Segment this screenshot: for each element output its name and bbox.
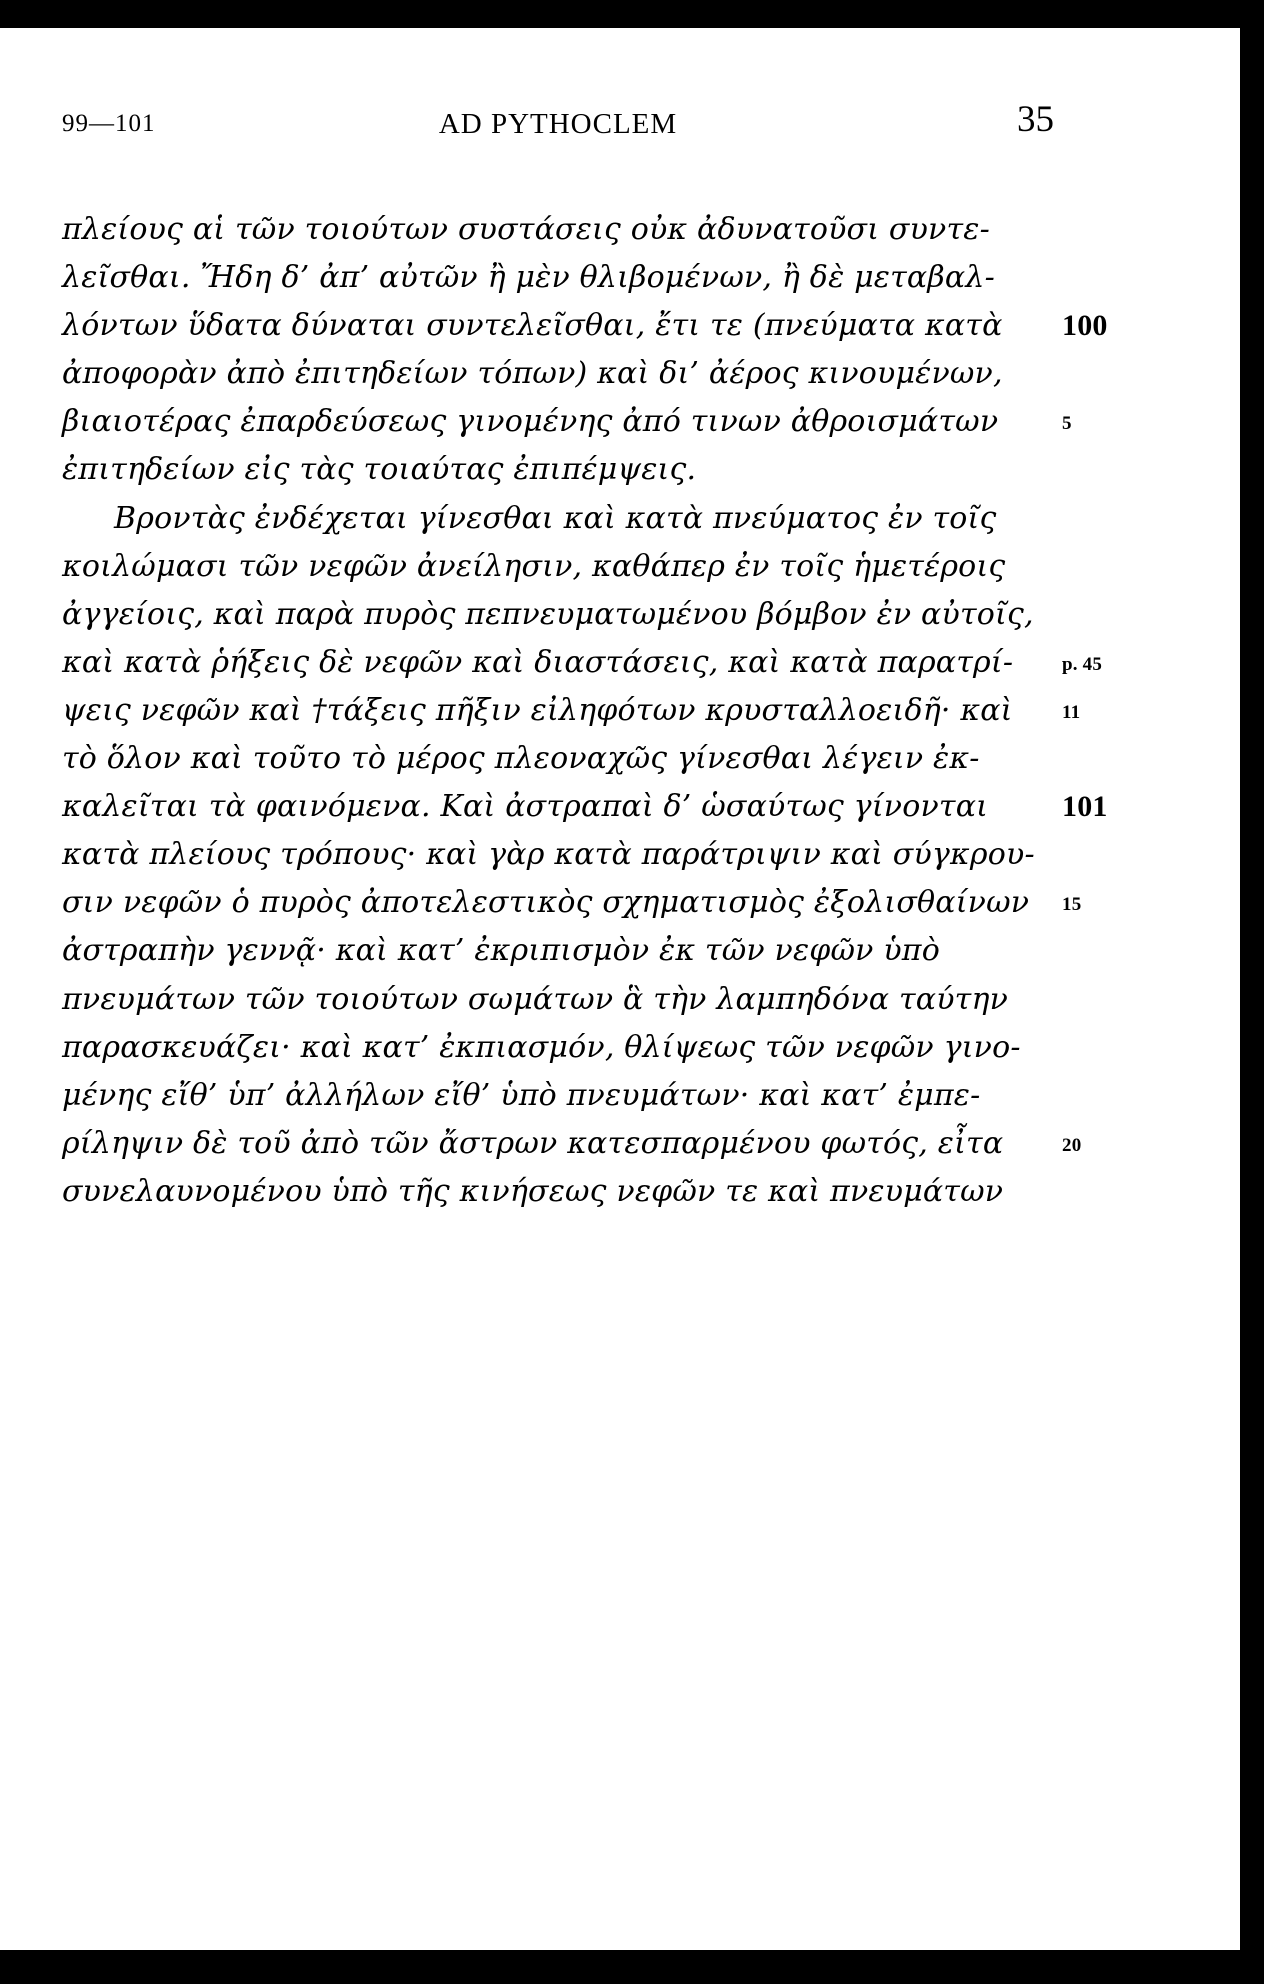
text-line bbox=[62, 1120, 1082, 1168]
line-text: καλεῖται τὰ φαινόμενα. Καὶ ἀστραπαὶ δ’ ὡσαύτως γίνονται bbox=[62, 789, 989, 825]
text-line bbox=[62, 927, 1052, 975]
section-number: 101 bbox=[1062, 790, 1108, 824]
line-text: μένης εἴθ’ ὑπ’ ἀλλήλων εἴθ’ ὑπὸ πνευμάτων· καὶ κατ’ ἐμπε- bbox=[62, 1077, 981, 1113]
line-text: ἀγγείοις, καὶ παρὰ πυρὸς πεπνευματωμένου βόμβον ἐν αὐτοῖς, bbox=[62, 596, 1034, 632]
line-text: πνευμάτων τῶν τοιούτων σωμάτων ἃ τὴν λαμπηδόνα ταύτην bbox=[62, 981, 1009, 1017]
text-line bbox=[62, 1024, 1052, 1072]
line-text: λόντων ὕδατα δύναται συντελεῖσθαι, ἔτι τε (πνεύματα κατὰ bbox=[62, 308, 1003, 344]
line-text: ἀστραπὴν γεννᾷ· καὶ κατ’ ἐκριπισμὸν ἐκ τῶν νεφῶν ὑπὸ bbox=[62, 933, 940, 969]
text-line bbox=[62, 350, 1052, 398]
line-text: βιαιοτέρας ἐπαρδεύσεως γινομένης ἀπό τινων ἀθροισμάτων bbox=[62, 404, 999, 440]
book-page bbox=[0, 28, 1240, 1950]
line-number: 20 bbox=[1062, 1134, 1082, 1156]
line-text: καὶ κατὰ ῥήξεις δὲ νεφῶν καὶ διαστάσεις, καὶ κατὰ παρατρί- bbox=[62, 644, 1014, 680]
text-line bbox=[62, 687, 1081, 735]
section-number: 100 bbox=[1062, 309, 1108, 343]
line-text: λεῖσθαι. Ἤδη δ’ ἀπ’ αὐτῶν ἢ μὲν θλιβομένων, ἢ δὲ μεταβαλ- bbox=[62, 260, 995, 296]
page-number: 35 bbox=[1017, 99, 1054, 140]
text-line bbox=[62, 976, 1052, 1024]
line-text: ἐπιτηδείων εἰς τὰς τοιαύτας ἐπιπέμψεις. bbox=[62, 452, 697, 488]
line-text: συνελαυνομένου ὑπὸ τῆς κινήσεως νεφῶν τε καὶ πνευμάτων bbox=[62, 1173, 1004, 1209]
line-text: παρασκευάζει· καὶ κατ’ ἐκπιασμόν, θλίψεως τῶν νεφῶν γινο- bbox=[62, 1029, 1021, 1065]
text-line bbox=[62, 254, 1052, 302]
line-text: ρίληψιν δὲ τοῦ ἀπὸ τῶν ἄστρων κατεσπαρμένου φωτός, εἶτα bbox=[62, 1125, 1004, 1161]
line-text: κοιλώμασι τῶν νεφῶν ἀνείλησιν, καθάπερ ἐν τοῖς ἡμετέροις bbox=[62, 548, 1006, 584]
line-text: ἀποφορὰν ἀπὸ ἐπιτηδείων τόπων) καὶ δι’ ἀέρος κινουμένων, bbox=[62, 356, 1003, 392]
line-text: κατὰ πλείους τρόπους· καὶ γὰρ κατὰ παράτριψιν καὶ σύγκρου- bbox=[62, 837, 1035, 873]
text-line bbox=[62, 831, 1052, 879]
text-line bbox=[62, 1072, 1052, 1120]
line-number: 11 bbox=[1062, 701, 1081, 723]
text-line bbox=[62, 639, 1103, 687]
line-number: 5 bbox=[1062, 413, 1072, 435]
line-number: p. 45 bbox=[1062, 653, 1103, 675]
text-line bbox=[62, 398, 1072, 446]
text-line bbox=[62, 543, 1052, 591]
running-title: AD PYTHOCLEM bbox=[438, 108, 678, 140]
line-number: 15 bbox=[1062, 894, 1082, 916]
line-text: σιν νεφῶν ὁ πυρὸς ἀποτελεστικὸς σχηματισμὸς ἐξολισθαίνων bbox=[62, 885, 1030, 921]
text-line bbox=[62, 446, 1052, 494]
line-text: Βροντὰς ἐνδέχεται γίνεσθαι καὶ κατὰ πνεύματος ἐν τοῖς bbox=[114, 500, 997, 536]
section-range: 99—101 bbox=[62, 110, 156, 137]
text-line bbox=[62, 302, 1108, 350]
line-text: ψεις νεφῶν καὶ †τάξεις πῆξιν εἰληφότων κρυσταλλοειδῆ· καὶ bbox=[62, 692, 1013, 728]
text-line bbox=[62, 495, 1052, 543]
text-line bbox=[62, 783, 1108, 831]
greek-text-body bbox=[62, 206, 1108, 1216]
page-header bbox=[62, 98, 1054, 148]
text-line bbox=[62, 206, 1052, 254]
text-line bbox=[62, 735, 1052, 783]
text-line bbox=[62, 591, 1052, 639]
text-line bbox=[62, 1168, 1052, 1216]
line-text: πλείους αἱ τῶν τοιούτων συστάσεις οὐκ ἀδυνατοῦσι συντε- bbox=[62, 212, 990, 247]
line-text: τὸ ὅλον καὶ τοῦτο τὸ μέρος πλεοναχῶς γίνεσθαι λέγειν ἐκ- bbox=[62, 741, 980, 777]
text-line bbox=[62, 879, 1082, 927]
